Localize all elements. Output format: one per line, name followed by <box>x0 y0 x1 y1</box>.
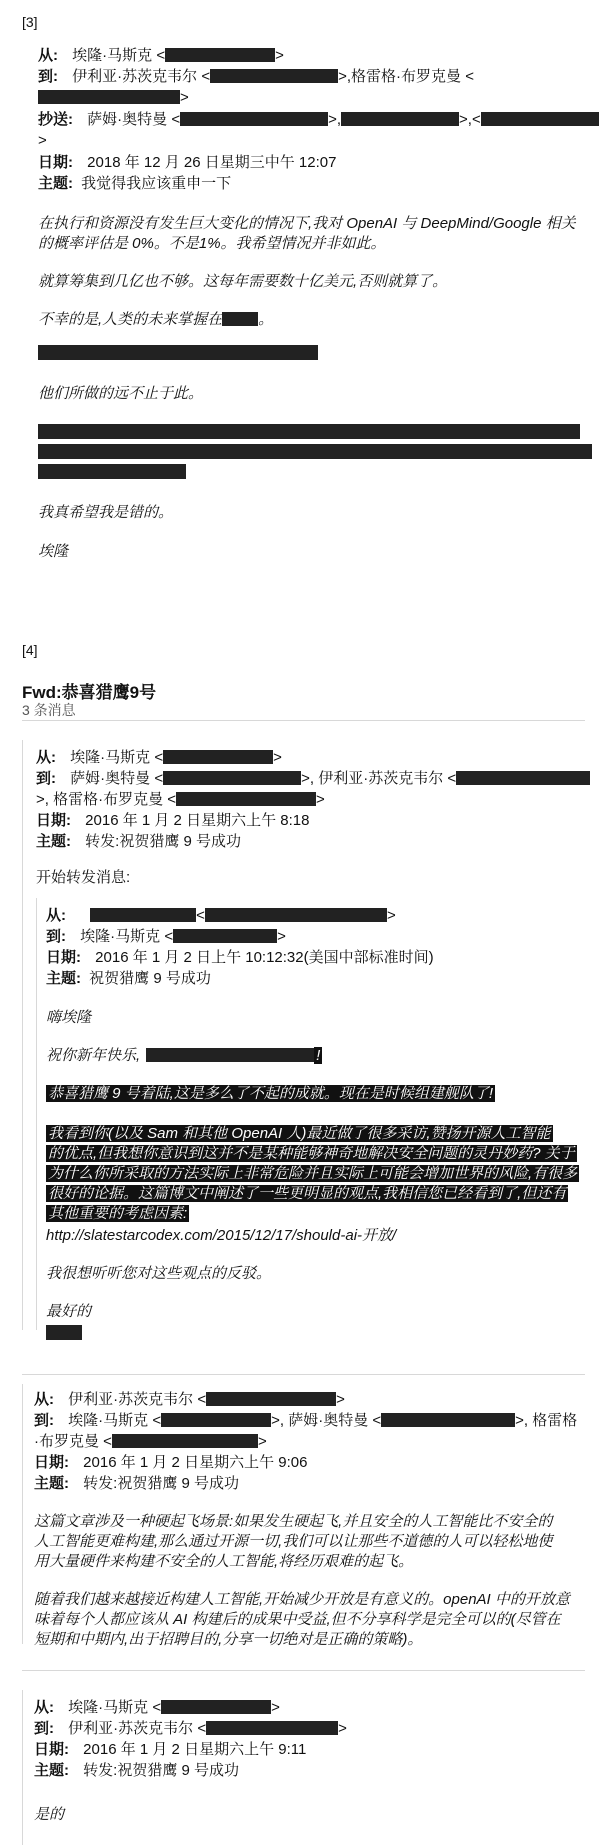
signature: 埃隆 <box>38 543 69 560</box>
redaction-bar <box>46 1325 82 1340</box>
to-line: 到: 伊利亚·苏茨克韦尔 < > <box>34 1720 347 1737</box>
subject-value: 我觉得我应该重申一下 <box>81 175 232 192</box>
date-value: 2016 年 1 月 2 日星期六上午 8:18 <box>85 812 310 829</box>
redaction-bar <box>38 424 580 439</box>
subject-line <box>38 174 231 194</box>
subject-line <box>34 1474 239 1494</box>
redaction-bar <box>90 908 196 922</box>
redaction-bar <box>38 464 186 479</box>
body-text: 祝你新年快乐, <box>46 1047 141 1064</box>
redaction-bar <box>206 1721 338 1735</box>
body-paragraph: 人工智能更难构建,那么通过开源一切,我们可以让那些不道德的人可以轻松地使 <box>34 1533 553 1550</box>
to-name: >, 格雷格·布罗克曼 < <box>36 791 177 808</box>
to-separator: >, 伊利亚·苏茨克韦尔 < <box>301 770 457 787</box>
to-label: 到: <box>34 1412 54 1429</box>
date-value: 2016 年 1 月 2 日上午 10:12:32(美国中部标准时间) <box>95 949 434 966</box>
body-paragraph: 是的 <box>34 1806 65 1823</box>
redaction-bar <box>222 312 258 326</box>
message-quote-rule <box>22 1690 23 1845</box>
redaction-bar <box>180 112 328 126</box>
to-label: 到: <box>36 770 56 787</box>
subject-value: 转发:祝贺猎鹰 9 号成功 <box>85 833 242 850</box>
body-paragraph: 我很想听听您对这些观点的反驳。 <box>46 1265 272 1282</box>
to-label: 到: <box>38 68 58 85</box>
highlighted-text: 我看到你(以及 Sam 和其他 OpenAI 人)最近做了很多采访,赞扬开源人工智能 <box>48 1125 551 1142</box>
to-line-cont: ·布罗克曼 < > <box>34 1433 267 1450</box>
to-name: 伊利亚·苏茨克韦尔 < <box>72 68 211 85</box>
from-name: 埃隆·马斯克 < <box>72 47 166 64</box>
to-line <box>36 769 590 789</box>
redaction-bar <box>176 792 316 806</box>
forward-quote-rule <box>36 898 37 1330</box>
greeting: 嗨埃隆 <box>46 1009 92 1026</box>
redaction-bar <box>210 69 338 83</box>
body-paragraph: 短期和中期内,出于招聘目的,分享一切绝对是正确的策略)。 <box>34 1631 423 1648</box>
to-name: 埃隆·马斯克 < <box>68 1412 162 1429</box>
cc-line-cont: > <box>38 132 47 149</box>
date-label: 日期: <box>38 154 73 171</box>
redaction-bar <box>206 1392 336 1406</box>
from-label: 从: <box>34 1699 54 1716</box>
body-paragraph: 这篇文章涉及一种硬起飞场景:如果发生硬起飞,并且安全的人工智能比不安全的 <box>34 1513 553 1530</box>
redaction-bar <box>481 112 599 126</box>
subject-label: 主题: <box>38 175 73 192</box>
subject-line <box>36 832 241 852</box>
newyear-line <box>46 1046 322 1066</box>
date-value: 2016 年 1 月 2 日星期六上午 9:06 <box>83 1454 308 1471</box>
from-label: 从: <box>46 907 66 924</box>
divider <box>22 720 585 721</box>
redaction-bar <box>205 908 387 922</box>
redaction-bar <box>146 1048 314 1062</box>
to-line: 到: 埃隆·马斯克 < > <box>46 928 286 945</box>
cc-line: 抄送: 萨姆·奥特曼 < >, >,< <box>38 110 599 130</box>
to-name: 埃隆·马斯克 < <box>80 928 174 945</box>
subject-value: 转发:祝贺猎鹰 9 号成功 <box>83 1762 240 1779</box>
from-line: 从: 埃隆·马斯克 < > <box>36 749 282 766</box>
body-paragraph: 我真希望我是错的。 <box>38 504 174 521</box>
highlighted-text: 很好的论据。这篇博文中阐述了一些更明显的观点,我相信您已经看到了,但还有 <box>48 1185 567 1202</box>
highlighted-paragraph-line <box>46 1164 579 1184</box>
congrats-line <box>46 1084 495 1104</box>
date-line <box>38 153 336 173</box>
highlighted-paragraph-line <box>46 1184 568 1204</box>
date-line <box>34 1740 306 1760</box>
body-text: 不幸的是,人类的未来掌握在 <box>38 311 223 328</box>
highlighted-text: 恭喜猎鹰 9 号着陆,这是多么了不起的成就。现在是时候组建舰队了! <box>48 1085 494 1102</box>
date-line <box>34 1453 307 1473</box>
to-separator: >, 格雷格 <box>515 1412 578 1429</box>
message-quote-rule <box>22 740 23 1330</box>
body-paragraph: 就算筹集到几亿也不够。这每年需要数十亿美元,否则就算了。 <box>38 273 448 290</box>
redaction-bar <box>456 771 590 785</box>
section-number: [4] <box>22 642 38 658</box>
subject-value: 转发:祝贺猎鹰 9 号成功 <box>83 1475 240 1492</box>
to-separator: >, 萨姆·奥特曼 < <box>271 1412 382 1429</box>
to-separator: >,格雷格·布罗克曼 < <box>338 68 474 85</box>
subject-label: 主题: <box>34 1762 69 1779</box>
to-label: 到: <box>46 928 66 945</box>
redaction-bar <box>38 90 180 104</box>
highlighted-paragraph-line <box>46 1124 553 1144</box>
divider <box>22 1374 585 1375</box>
subject-line <box>34 1761 239 1781</box>
to-name: 伊利亚·苏茨克韦尔 < <box>68 1720 207 1737</box>
to-name: ·布罗克曼 < <box>34 1433 112 1450</box>
date-value: 2016 年 1 月 2 日星期六上午 9:11 <box>83 1741 307 1758</box>
body-paragraph: 不幸的是,人类的未来掌握在 。 <box>38 311 274 328</box>
article-link[interactable]: http://slatestarcodex.com/2015/12/17/should-ai-开放/ <box>46 1227 397 1244</box>
redaction-bar <box>341 112 459 126</box>
from-line: 从: < > <box>46 907 396 924</box>
from-label: 从: <box>34 1391 54 1408</box>
date-label: 日期: <box>34 1454 69 1471</box>
body-paragraph: 他们所做的远不止于此。 <box>38 385 204 402</box>
message-quote-rule <box>22 1384 23 1644</box>
redaction-bar <box>112 1434 258 1448</box>
body-paragraph: 随着我们越来越接近构建人工智能,开始减少开放是有意义的。openAI 中的开放意 <box>34 1591 570 1608</box>
date-line <box>36 811 309 831</box>
highlighted-text: 为什么你所采取的方法实际上非常危险并且实际上可能会增加世界的风险,有很多 <box>48 1165 578 1182</box>
highlighted-text: ! <box>316 1047 321 1064</box>
redaction-bar <box>161 1700 271 1714</box>
from-name: 埃隆·马斯克 < <box>70 749 164 766</box>
body-paragraph: 用大量硬件来构建不安全的人工智能,将经历艰难的起飞。 <box>34 1553 414 1570</box>
date-label: 日期: <box>46 949 81 966</box>
date-value: 2018 年 12 月 26 日星期三中午 12:07 <box>87 154 337 171</box>
to-line <box>38 67 474 87</box>
date-label: 日期: <box>34 1741 69 1758</box>
body-paragraph: 味着每个人都应该从 AI 构建后的成果中受益,但不分享科学是完全可以的(尽管在 <box>34 1611 561 1628</box>
thread-title: Fwd:恭喜猎鹰9号 <box>22 683 157 702</box>
closing: 最好的 <box>46 1303 92 1320</box>
redaction-bar <box>38 345 318 360</box>
highlighted-text: 其他重要的考虑因素: <box>48 1205 188 1222</box>
body-paragraph: 在执行和资源没有发生巨大变化的情况下,我对 OpenAI 与 DeepMind/Google 相关 <box>38 215 576 232</box>
message-count: 3 条消息 <box>22 702 76 718</box>
highlighted-paragraph-line <box>46 1144 577 1164</box>
from-name: 埃隆·马斯克 < <box>68 1699 162 1716</box>
redaction-bar <box>173 929 277 943</box>
body-paragraph: 的概率评估是 0%。不是1%。我希望情况并非如此。 <box>38 235 386 252</box>
from-label: 从: <box>38 47 58 64</box>
subject-label: 主题: <box>36 833 71 850</box>
subject-value: 祝贺猎鹰 9 号成功 <box>89 970 211 987</box>
from-line: 从: 埃隆·马斯克 < > <box>38 47 284 64</box>
section-number: [3] <box>22 14 38 30</box>
from-label: 从: <box>36 749 56 766</box>
to-line-cont: >, 格雷格·布罗克曼 < > <box>36 791 325 808</box>
to-line <box>34 1411 577 1431</box>
subject-label: 主题: <box>46 970 81 987</box>
from-name: 伊利亚·苏茨克韦尔 < <box>68 1391 207 1408</box>
highlighted-paragraph-line <box>46 1204 189 1224</box>
redaction-bar <box>163 771 301 785</box>
date-label: 日期: <box>36 812 71 829</box>
redaction-bar <box>161 1413 271 1427</box>
cc-name: 萨姆·奥特曼 < <box>87 111 181 128</box>
from-line: 从: 伊利亚·苏茨克韦尔 < > <box>34 1391 345 1408</box>
cc-label: 抄送: <box>38 111 73 128</box>
to-line-cont: > <box>38 88 189 108</box>
redaction-bar <box>163 750 273 764</box>
redaction-bar <box>381 1413 515 1427</box>
subject-line <box>46 969 211 989</box>
redaction-bar <box>165 48 275 62</box>
forward-intro: 开始转发消息: <box>36 869 131 886</box>
from-line: 从: 埃隆·马斯克 < > <box>34 1699 280 1716</box>
subject-label: 主题: <box>34 1475 69 1492</box>
date-line <box>46 948 434 968</box>
redaction-bar <box>38 444 592 459</box>
highlighted-text: 的优点,但我想你意识到这并不是某种能够神奇地解决安全问题的灵丹妙药? 关于 <box>48 1145 575 1162</box>
to-label: 到: <box>34 1720 54 1737</box>
divider <box>22 1670 585 1671</box>
to-name: 萨姆·奥特曼 < <box>70 770 164 787</box>
